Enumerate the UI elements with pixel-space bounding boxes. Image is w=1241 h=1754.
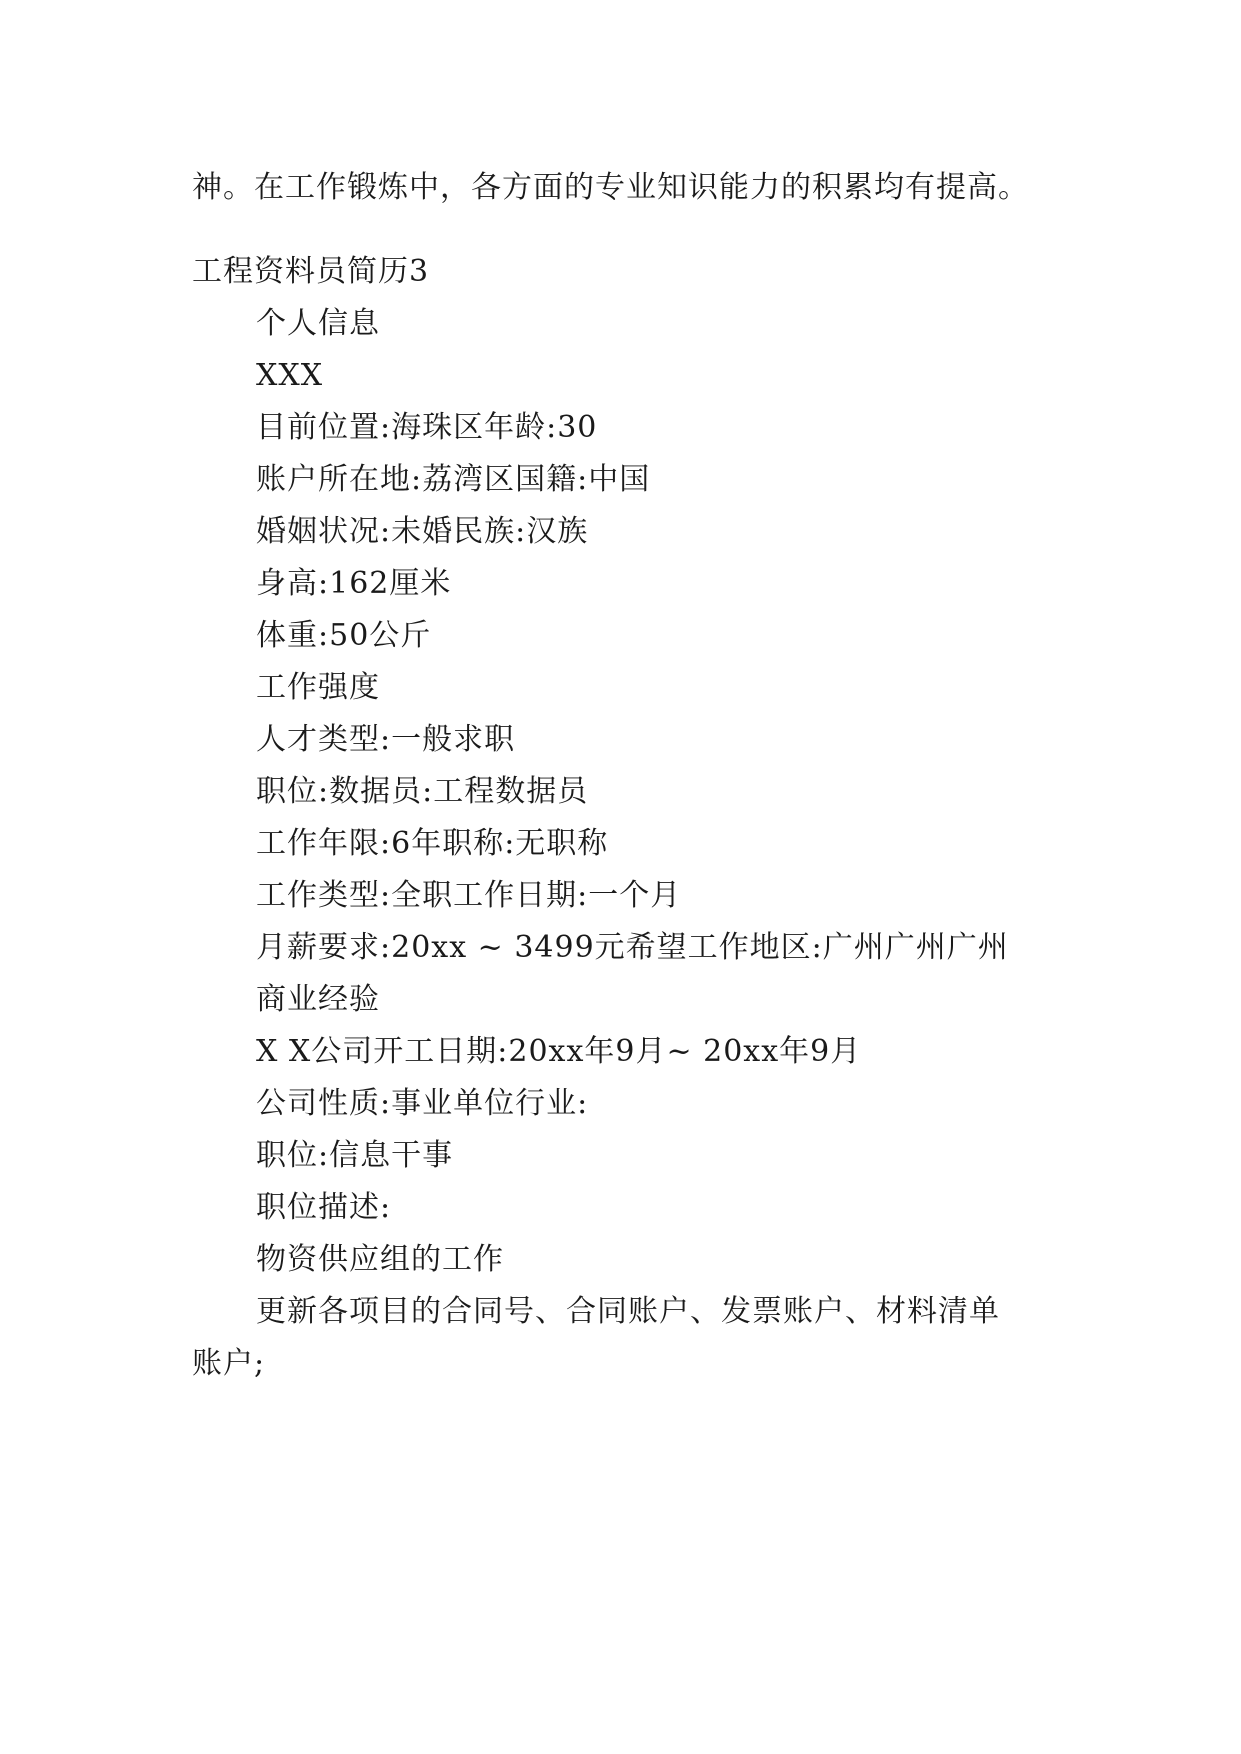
heading-business-experience: 商业经验: [256, 982, 380, 1017]
weight-field: 体重:50公斤: [256, 618, 432, 653]
height-field: 身高:162厘米: [256, 566, 452, 601]
heading-personal-info: 个人信息: [256, 306, 380, 341]
job-type-date-field: 工作类型:全职工作日期:一个月: [256, 878, 682, 913]
heading-work-intent: 工作强度: [256, 670, 380, 705]
section-title: 工程资料员简历3: [192, 254, 430, 289]
talent-type-field: 人才类型:一般求职: [256, 722, 516, 757]
hukou-nationality-field: 账户所在地:荔湾区国籍:中国: [256, 462, 651, 497]
company-dates-field: X X公司开工日期:20xx年9月~ 20xx年9月: [256, 1034, 862, 1069]
job-description-item: 物资供应组的工作: [256, 1242, 504, 1277]
company-nature-field: 公司性质:事业单位行业:: [256, 1086, 589, 1121]
experience-title-field: 工作年限:6年职称:无职称: [256, 826, 609, 861]
job-description-detail-continued: 账户;: [192, 1346, 266, 1381]
position-field: 职位:数据员:工程数据员: [256, 774, 589, 809]
paragraph-continuation: 神。在工作锻炼中，各方面的专业知识能力的积累均有提高。: [192, 170, 1029, 205]
marital-ethnicity-field: 婚姻状况:未婚民族:汉族: [256, 514, 589, 549]
job-description-label: 职位描述:: [256, 1190, 392, 1225]
location-age-field: 目前位置:海珠区年龄:30: [256, 410, 598, 445]
job-description-detail: 更新各项目的合同号、合同账户、发票账户、材料清单: [256, 1294, 1000, 1329]
job-position-field: 职位:信息干事: [256, 1138, 454, 1173]
name-field: XXX: [256, 358, 324, 393]
salary-region-field: 月薪要求:20xx ~ 3499元希望工作地区:广州广州广州: [256, 930, 1009, 965]
